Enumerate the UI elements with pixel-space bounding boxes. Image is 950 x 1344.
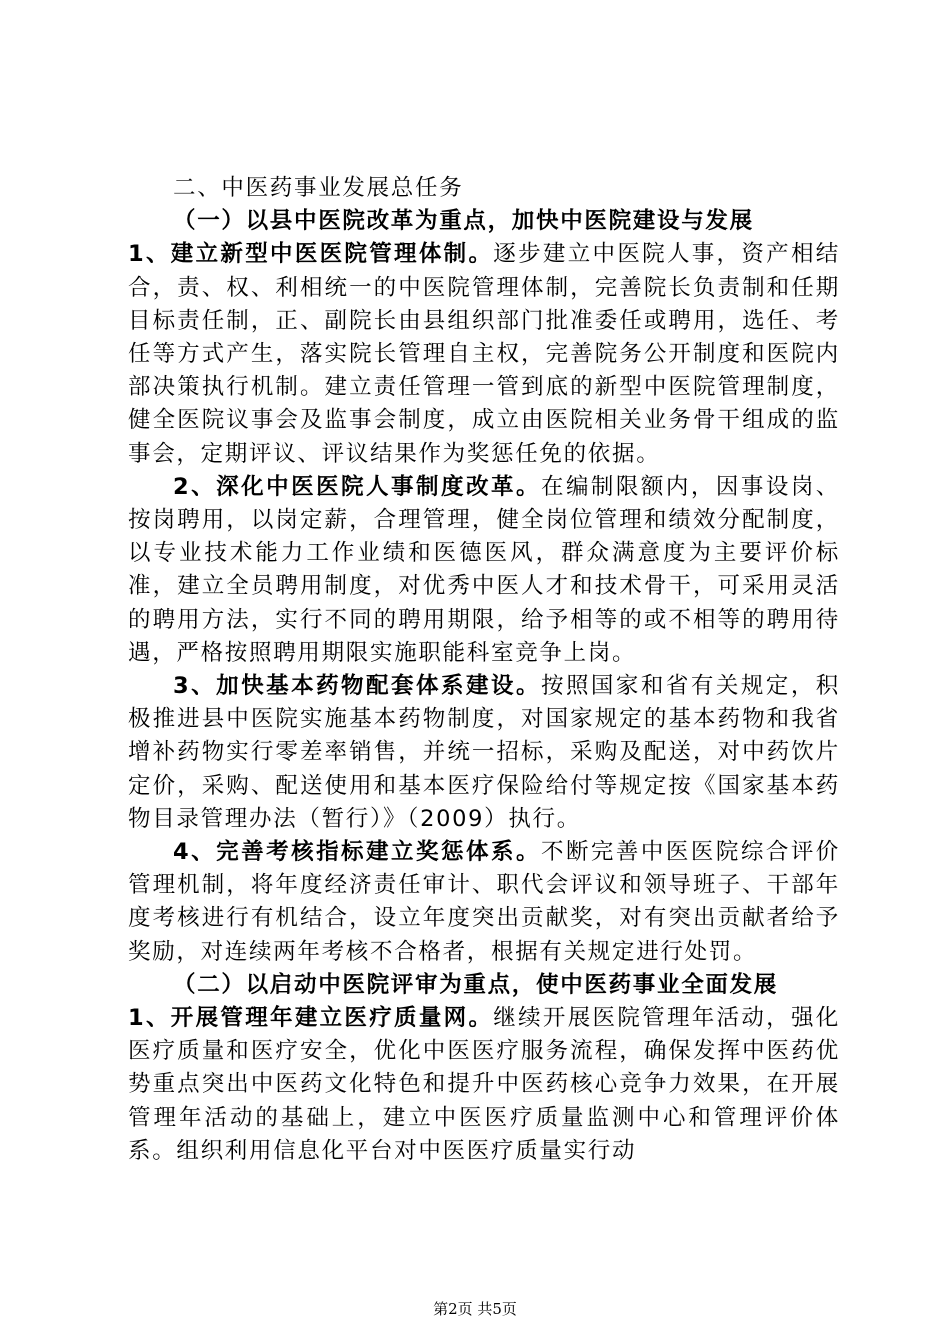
paragraph-4-body: 不断完善中医医院综合评价管理机制，将年度经济责任审计、职代会评议和领导班子、干部年度考核进行有机结合，设立年度突出贡献奖，对有突出贡献者给予奖励，对连续两年考核不合格者，根据有关规定进行处罚。	[128, 839, 841, 965]
paragraph-4-lead: 4、完善考核指标建立奖惩体系。	[173, 839, 541, 866]
paragraph-3-lead: 3、加快基本药物配套体系建设。	[173, 673, 541, 700]
paragraph-2-lead: 2、深化中医医院人事制度改革。	[173, 473, 541, 500]
document-body	[128, 172, 840, 1168]
paragraph-3-body: 按照国家和省有关规定，积极推进县中医院实施基本药物制度，对国家规定的基本药物和我省增补药物实行零差率销售，并统一招标，采购及配送，对中药饮片定价，采购、配送使用和基本医疗保险给付等规定按《国家基本药物目录管理办法（暂行）》（2009）执行。	[128, 673, 841, 832]
subsection-title-2: （二）以启动中医院评审为重点，使中医药事业全面发展	[173, 971, 779, 998]
paragraph-4	[128, 836, 840, 969]
paragraph-2	[128, 471, 840, 670]
page-footer: 第2页 共5页	[433, 1300, 517, 1318]
section-title: 二、中医药事业发展总任务	[173, 175, 464, 201]
paragraph-1	[128, 238, 840, 470]
subsection-title-1: （一）以县中医院改革为重点，加快中医院建设与发展	[173, 208, 754, 235]
paragraph-3	[128, 670, 840, 836]
paragraph-5	[128, 1002, 840, 1168]
paragraph-5-lead: 1、开展管理年建立医疗质量网。	[128, 1005, 494, 1032]
paragraph-1-body: 逐步建立中医院人事，资产相结合，责、权、利相统一的中医院管理体制，完善院长负责制和任期目标责任制，正、副院长由县组织部门批准委任或聘用，选任、考任等方式产生，落实院长管理自主权，完善院务公开制度和医院内部决策执行机制。建立责任管理一管到底的新型中医院管理制度，健全医院议事会及监事会制度，成立由医院相关业务骨干组成的监事会，定期评议、评议结果作为奖惩任免的依据。	[128, 241, 840, 467]
paragraph-5-body: 继续开展医院管理年活动，强化医疗质量和医疗安全，优化中医医疗服务流程，确保发挥中医药优势重点突出中医药文化特色和提升中医药核心竞争力效果，在开展管理年活动的基础上，建立中医医疗质量监测中心和管理评价体系。组织利用信息化平台对中医医疗质量实行动	[128, 1005, 840, 1164]
paragraph-2-body: 在编制限额内，因事设岗、按岗聘用，以岗定薪，合理管理，健全岗位管理和绩效分配制度，以专业技术能力工作业绩和医德医风，群众满意度为主要评价标准，建立全员聘用制度，对优秀中医人才和技术骨干，可采用灵活的聘用方法，实行不同的聘用期限，给予相等的或不相等的聘用待遇，严格按照聘用期限实施职能科室竞争上岗。	[128, 473, 841, 666]
paragraph-1-lead: 1、建立新型中医医院管理体制。	[128, 241, 494, 268]
